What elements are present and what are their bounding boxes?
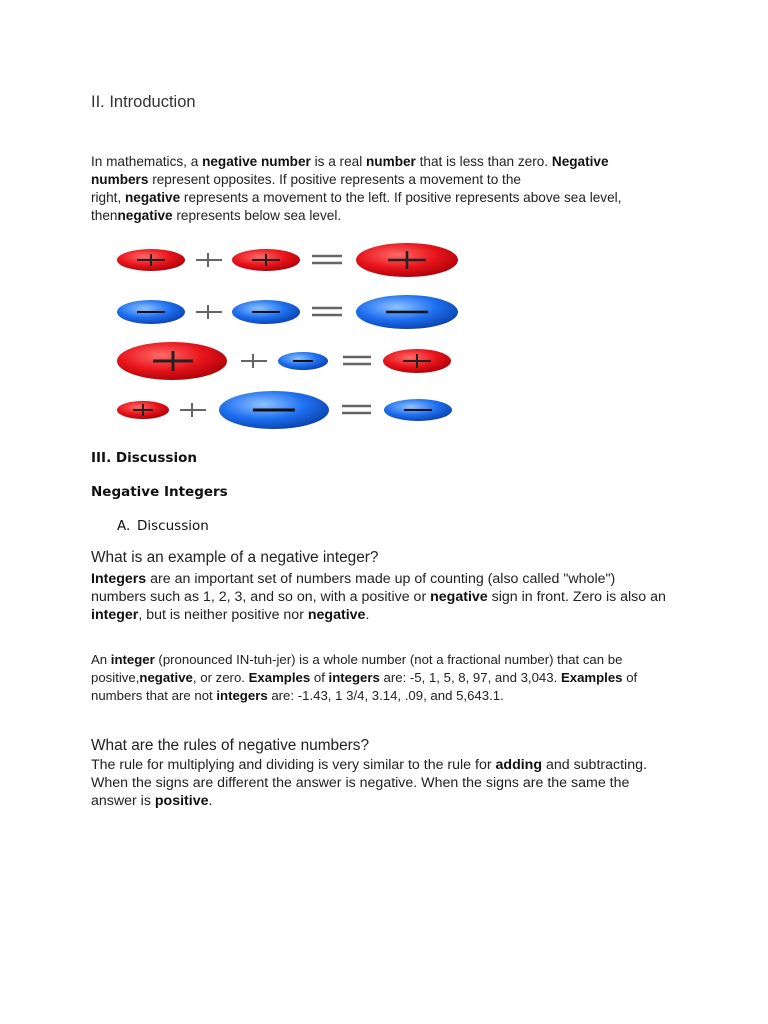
plus-operator (196, 305, 222, 319)
equals-operator (343, 357, 371, 364)
integer-counters-figure (105, 238, 475, 433)
integer-definition-paragraph: An integer (pronounced IN-tuh-jer) is a whole number (not a fractional number) that can be positive,negative, or zero. Examples of integers are: -5, 1, 5, 8, 97, and 3,043. Examples of numbers that are not integers are: -1.43, 1 3/4, 3.14, .09, and 5,643.1. (91, 652, 638, 703)
discussion-list-item (117, 518, 209, 534)
negative-integers-subheading: Negative Integers (91, 484, 228, 500)
list-item-label: Discussion (137, 518, 209, 534)
negative-counter-large (219, 391, 329, 429)
integers-paragraph: Integers are an important set of numbers made up of counting (also called "whole") numbers such as 1, 2, 3, and so on, with a positive or negative sign in front. Zero is also an integer, but is neither positive nor negative. (91, 571, 666, 623)
equals-operator (342, 406, 371, 413)
plus-operator (196, 253, 222, 267)
negative-counter-result (384, 399, 452, 421)
figure-row-1 (117, 243, 458, 277)
negative-counter-small (278, 352, 328, 370)
positive-counter-result (356, 243, 458, 277)
question-heading-example: What is an example of a negative integer? (91, 549, 379, 566)
negative-counter (117, 300, 185, 324)
positive-counter-large (117, 342, 227, 380)
positive-counter (232, 249, 300, 271)
figure-row-2 (117, 295, 458, 329)
discussion-heading: III. Discussion (91, 450, 197, 466)
intro-paragraph: In mathematics, a negative number is a real number that is less than zero. Negative numbers represent opposites. If positive represents a movement to the right, negative represents a movement to the left. If positive represents above sea level, thennegative represents below sea level. (91, 154, 622, 223)
negative-counter (232, 300, 300, 324)
figure-row-3 (117, 342, 451, 380)
list-marker: A. (117, 518, 131, 534)
rules-paragraph: The rule for multiplying and dividing is very similar to the rule for adding and subtracting. When the signs are different the answer is negative. When the signs are the same the answer is positive. (91, 757, 647, 809)
negative-counter-result (356, 295, 458, 329)
equals-operator (312, 308, 342, 315)
positive-counter-small (117, 401, 169, 419)
figure-row-4 (117, 391, 452, 429)
plus-operator (180, 403, 206, 417)
positive-counter (117, 249, 185, 271)
positive-counter-result (383, 349, 451, 373)
intro-heading: II. Introduction (91, 93, 196, 111)
question-heading-rules: What are the rules of negative numbers? (91, 737, 370, 754)
equals-operator (312, 256, 342, 263)
plus-operator (241, 354, 267, 368)
